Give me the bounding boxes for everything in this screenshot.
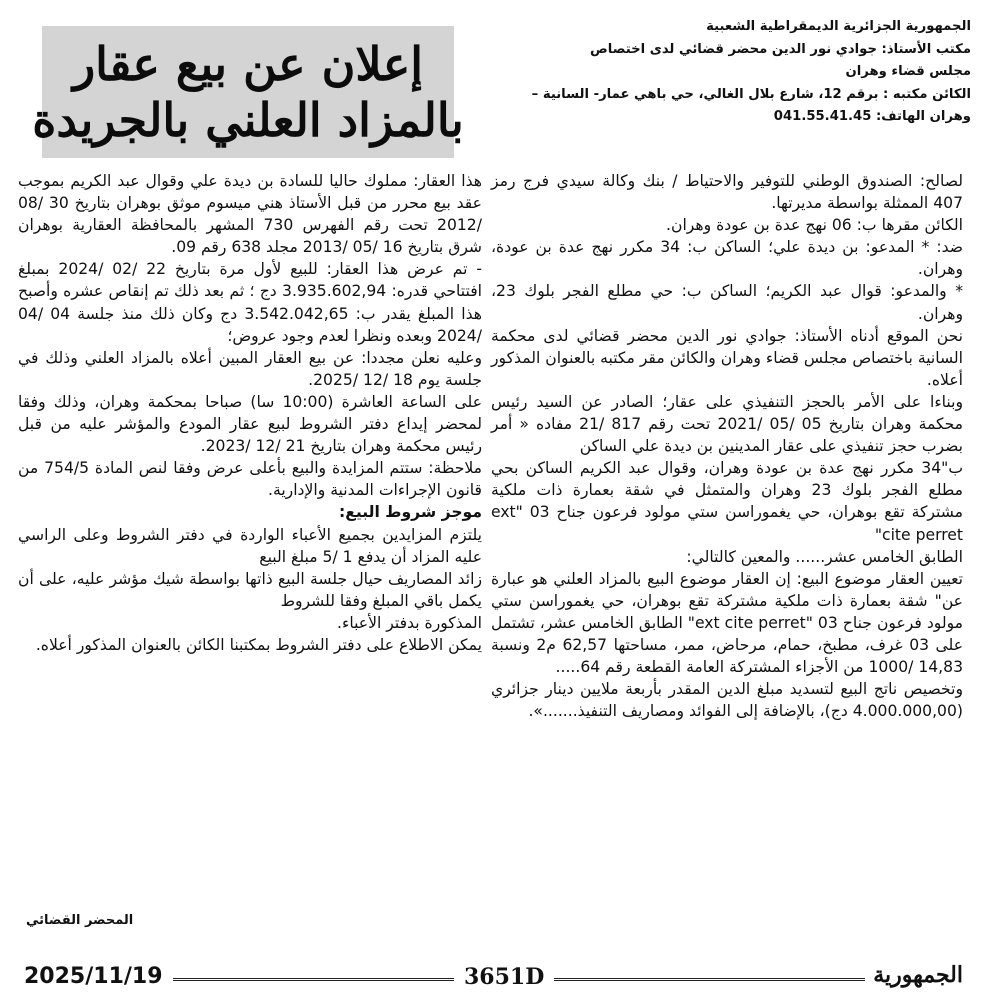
paragraph: الطابق الخامس عشر...... والمعين كالتالي: <box>686 547 963 566</box>
paragraph: * والمدعو: قوال عبد الكريم؛ الساكن ب: حي مطلع الفجر بلوك 23، وهران. <box>491 282 963 323</box>
paragraph: يمكن الاطلاع على دفتر الشروط بمكتبنا الكائن بالعنوان المذكور أعلاه. <box>35 635 482 654</box>
left-text-column <box>18 170 482 656</box>
newspaper-logo: الجمهورية <box>865 962 971 988</box>
bailiff-signature: المحضر القضائي <box>26 913 134 928</box>
paragraph: وعليه نعلن مجددا: عن بيع العقار المبين أعلاه بالمزاد العلني وذلك في جلسة يوم 18 /12 /2025. <box>18 348 482 389</box>
paragraph: ب"34 مكرر نهج عدة بن عودة وهران، وقوال عبد الكريم الساكن بحي مطلع الفجر بلوك 23 وهران والمتمثل في شقة بعمارة ذات ملكية مشتركة تقع بوهران، حي يغموراسن ستي مولود فرعون جناح 03 "ext cite perret" <box>491 459 964 544</box>
paragraph: ضد: * المدعو: بن ديدة علي؛ الساكن ب: 34 مكرر نهج عدة بن عودة، وهران. <box>491 238 963 279</box>
announcement-title-line-2: بالمزاد العلني بالجريدة <box>32 93 464 147</box>
office-phone-line: وهران الهاتف: 041.55.41.45 <box>773 109 971 124</box>
sale-terms-heading: موجز شروط البيع: <box>339 503 482 522</box>
republic-line: الجمهورية الجزائرية الديمقراطية الشعبية <box>706 19 971 34</box>
issue-number: 3651D <box>454 964 554 990</box>
office-name-line: مكتب الأستاذ: جوادي نور الدين محضر قضائي لدى اختصاص <box>590 41 971 57</box>
paragraph: نحن الموقع أدناه الأستاذ: جوادي نور الدين محضر قضائي لدى محكمة السانية باختصاص مجلس قضاء وهران والكائن مقر مكتبه بالعنوان المذكور أعلاه. <box>491 326 963 389</box>
court-line: مجلس قضاء وهران <box>845 64 971 79</box>
issue-date: 2025/11/19 <box>14 964 173 989</box>
paragraph: - تم عرض هذا العقار: للبيع لأول مرة بتاريخ 22 /02 /2024 بمبلغ افتتاحي قدره: 3.935.602,94 دج ؛ ثم بعد ذلك تم إنقاص عشره وأصبح هذا المبلغ يقدر ب: 3.542.042,65 دج وكان ذلك منذ جلسة 04 /04 /2024 وبعده ونظرا لعدم وجود عروض؛ <box>18 260 483 345</box>
paragraph: لصالح: الصندوق الوطني للتوفير والاحتياط / بنك وكالة سيدي فرج رمز 407 الممثلة بواسطة مديرتها. <box>491 172 963 213</box>
right-text-column <box>491 170 963 722</box>
paragraph: تعيين العقار موضوع البيع: إن العقار موضوع البيع بالمزاد العلني هو عبارة عن" شقة بعمارة ذات ملكية مشتركة تقع بوهران، حي يغموراسن ستي مولود فرعون جناح 03 "ext cite perret" الطابق الخامس عشر، تشتمل على 03 غرف، مطبخ، حمام، مرحاض، ممر، مساحتها 62,57 م2 ونسبة 14,83 /1000 من الأجزاء المشتركة العامة القطعة رقم 64..... <box>491 569 964 677</box>
announcement-title-box <box>32 26 464 158</box>
bailiff-office-header <box>531 16 971 129</box>
paragraph: زائد المصاريف حيال جلسة البيع ذاتها بواسطة شيك مؤشر عليه، على أن يكمل باقي المبلغ وفقا للشروط <box>18 569 482 610</box>
paragraph: على الساعة العاشرة (10:00 سا) صباحا بمحكمة وهران، وذلك وفقا لمحضر إيداع دفتر الشروط لبيع عقار المودع والمؤشر عليه من قبل رئيس محكمة وهران بتاريخ 21 /12 /2023. <box>18 392 483 456</box>
paragraph: وبناءا على الأمر بالحجز التنفيذي على عقار؛ الصادر عن السيد رئيس محكمة وهران بتاريخ 05 /05 /2021 تحت رقم 817 /21 مفاده « أمر بضرب حجز تنفيذي على عقار المدينين بن ديدة علي الساكن <box>491 392 964 456</box>
paragraph: المذكورة بدفتر الأعباء. <box>337 613 482 632</box>
announcement-title-line-1: إعلان عن بيع عقار <box>72 37 424 91</box>
paragraph: هذا العقار: مملوك حاليا للسادة بن ديدة علي وقوال عبد الكريم بموجب عقد بيع محرر من قبل الأستاذ هني ميسوم موثق بوهران بتاريخ 30 /08 /2012 تحت رقم الفهرس 730 المشهر بالمحافظة العقارية بوهران شرق بتاريخ 16 /05 /2013 مجلد 638 رقم 09. <box>18 172 482 257</box>
page-footer <box>14 960 971 996</box>
paragraph: ملاحظة: ستتم المزايدة والبيع بأعلى عرض وفقا لنص المادة 754/5 من قانون الإجراءات المدنية والإدارية. <box>18 459 482 500</box>
office-address-line: الكائن مكتبه : برقم 12، شارع بلال الغالي، حي باهي عمار- السانية – <box>531 86 971 102</box>
paragraph: يلتزم المزايدين بجميع الأعباء الواردة في دفتر الشروط وعلى الراسي عليه المزاد أن يدفع 1 /5 مبلغ البيع <box>18 525 482 566</box>
paragraph: الكائن مقرها ب: 06 نهج عدة بن عودة وهران. <box>666 216 963 235</box>
paragraph: وتخصيص ناتج البيع لتسديد مبلغ الدين المقدر بأربعة ملايين دينار جزائري (4.000.000,00 دج)، بالإضافة إلى الفوائد ومصاريف التنفيذ.......». <box>491 680 963 721</box>
